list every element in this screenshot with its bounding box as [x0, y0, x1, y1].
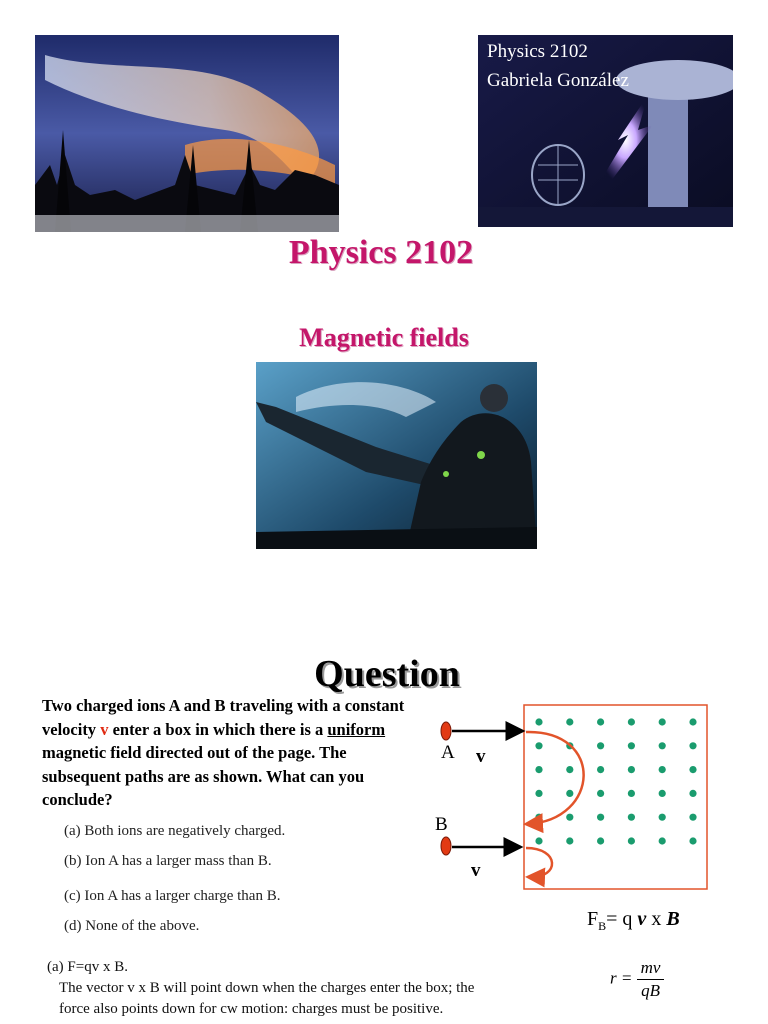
course-label: Physics 2102 — [487, 41, 588, 62]
field-dot — [597, 790, 604, 797]
slide-subtitle: Magnetic fields — [299, 323, 469, 352]
field-dot — [659, 837, 666, 844]
field-dot — [597, 742, 604, 749]
option-c: (c) Ion A has a larger charge than B. — [64, 888, 281, 904]
answer-line-1: (a) F=qv x B. — [47, 959, 128, 975]
page-title: Physics 2102 — [288, 234, 474, 271]
field-dot — [628, 742, 635, 749]
field-dot — [597, 837, 604, 844]
field-dot — [659, 766, 666, 773]
field-dot — [659, 814, 666, 821]
field-dot — [566, 790, 573, 797]
aurora-photo — [35, 35, 339, 232]
field-dot — [628, 814, 635, 821]
field-dot — [628, 766, 635, 773]
field-dot — [566, 837, 573, 844]
answer-line-3: force also points down for cw motion: charges must be positive. — [59, 1001, 444, 1017]
field-dot — [597, 718, 604, 725]
field-dot — [689, 814, 696, 821]
velocity-b-label: v — [471, 860, 481, 881]
field-dot — [535, 742, 542, 749]
option-b: (b) Ion A has a larger mass than B. — [64, 853, 272, 869]
ion-b-label: B — [435, 814, 448, 835]
field-dot — [659, 718, 666, 725]
question-prompt: Two charged ions A and B traveling with a constant velocity v enter a box in which there is a uniform magnetic field directed out of the page. The subsequent paths are as shown. What can you conclude? — [42, 696, 405, 809]
field-dot — [535, 718, 542, 725]
field-dot — [535, 790, 542, 797]
field-dot — [535, 837, 542, 844]
field-dot — [628, 790, 635, 797]
field-dot — [689, 718, 696, 725]
field-dot — [535, 814, 542, 821]
field-dot — [689, 837, 696, 844]
radius-formula: r = $\frac{mv}{qB}$ — [610, 958, 664, 1001]
ion-a-label: A — [441, 742, 455, 763]
field-dot — [566, 814, 573, 821]
field-dot — [628, 718, 635, 725]
field-dot — [628, 837, 635, 844]
tesla-coil-photo — [478, 35, 733, 227]
option-a: (a) Both ions are negatively charged. — [64, 823, 286, 839]
question-heading: Question — [314, 653, 460, 695]
answer-line-2: The vector v x B will point down when the charges enter the box; the — [59, 980, 475, 996]
magnetic-field-diagram — [430, 700, 720, 895]
field-dot — [535, 766, 542, 773]
field-dot — [597, 766, 604, 773]
field-dot — [659, 790, 666, 797]
field-dot — [597, 814, 604, 821]
velocity-a-label: v — [476, 746, 486, 767]
field-dot — [689, 790, 696, 797]
field-dot — [566, 718, 573, 725]
field-dot — [659, 742, 666, 749]
field-dot — [566, 766, 573, 773]
instructor-name: Gabriela González — [487, 70, 629, 91]
lorentz-force-formula: $F_B= q$ v x B — [587, 908, 680, 933]
option-d: (d) None of the above. — [64, 918, 200, 934]
field-dot — [689, 742, 696, 749]
action-movie-photo — [256, 362, 537, 549]
answer-explanation — [47, 957, 474, 1020]
field-dot — [689, 766, 696, 773]
